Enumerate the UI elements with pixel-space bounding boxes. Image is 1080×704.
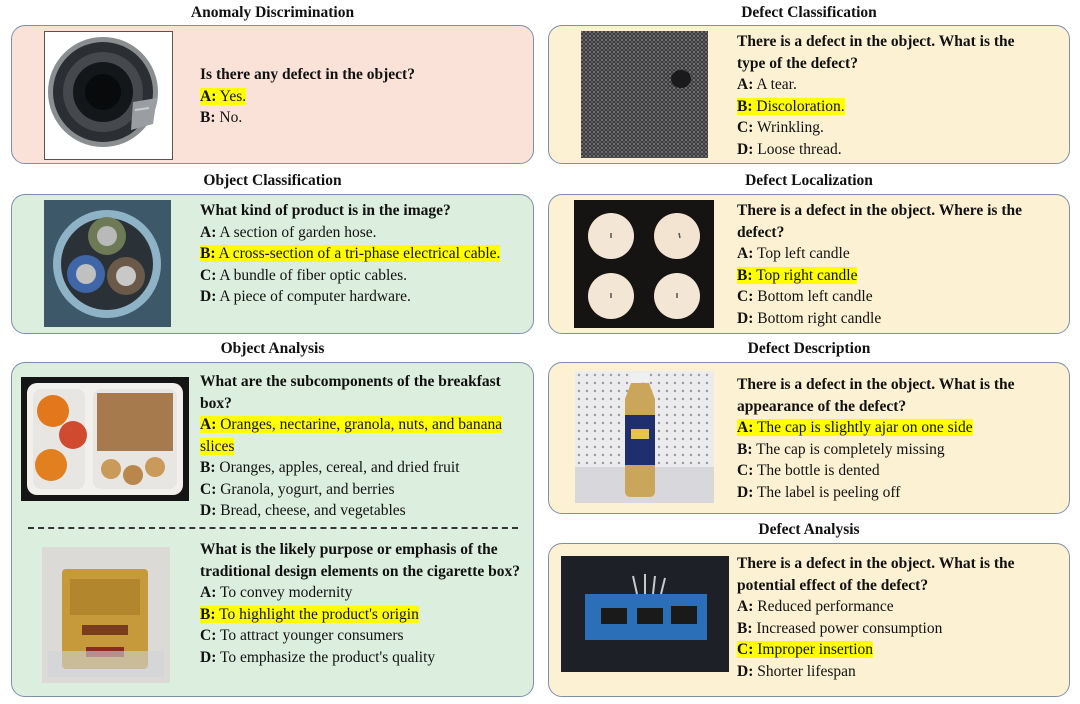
panel-anomaly-discrimination xyxy=(11,25,534,164)
qa-defect-localization xyxy=(737,200,1047,329)
cigarette-box-image xyxy=(42,547,170,683)
option-b: B: The cap is completely missing xyxy=(737,440,945,458)
option-c: C: To attract younger consumers xyxy=(200,627,404,644)
option-a: A: The cap is slightly ajar on one side xyxy=(737,419,973,436)
option-d: D: A piece of computer hardware. xyxy=(200,288,411,305)
option-a: A: A tear. xyxy=(737,76,797,93)
bottle-image xyxy=(575,371,714,503)
option-c: C: A bundle of fiber optic cables. xyxy=(200,266,408,284)
option-c: C: Wrinkling. xyxy=(737,119,824,136)
option-d: D: To emphasize the product's quality xyxy=(200,648,436,666)
section-title-defect-localization: Defect Localization xyxy=(745,172,873,189)
option-a: A: To convey modernity xyxy=(200,584,353,601)
panel-object-analysis xyxy=(11,362,534,697)
option-d: D: Shorter lifespan xyxy=(737,662,856,680)
option-b: B: Discoloration. xyxy=(737,97,845,115)
sensor-board-image xyxy=(561,556,729,672)
question-text: What kind of product is in the image? xyxy=(200,202,451,219)
divider xyxy=(28,527,518,529)
question-text: There is a defect in the object. Where is the defect? xyxy=(737,202,1022,241)
panel-defect-description xyxy=(548,362,1070,514)
candles-image xyxy=(574,200,714,328)
option-c: C: The bottle is dented xyxy=(737,462,880,479)
qa-object-analysis-2 xyxy=(200,539,524,668)
breakfast-box-image xyxy=(21,377,189,501)
qa-object-analysis-1 xyxy=(200,371,518,522)
option-d: D: Bread, cheese, and vegetables xyxy=(200,502,406,519)
option-d: D: The label is peeling off xyxy=(737,483,901,501)
qa-defect-classification xyxy=(737,31,1037,160)
panel-defect-classification xyxy=(548,25,1070,164)
option-d: D: Loose thread. xyxy=(737,140,842,158)
carpet-texture-image xyxy=(581,31,708,158)
qa-defect-analysis xyxy=(737,553,1067,682)
section-title-anomaly-discrimination: Anomaly Discrimination xyxy=(190,4,355,21)
question-text: What are the subcomponents of the breakfast box? xyxy=(200,373,501,412)
section-title-object-analysis: Object Analysis xyxy=(220,340,325,357)
option-a: A: A section of garden hose. xyxy=(200,223,377,241)
question-text: There is a defect in the object. What is the appearance of the defect? xyxy=(737,376,1015,415)
option-c: C: Bottom left candle xyxy=(737,288,873,305)
option-a: A: Oranges, nectarine, granola, nuts, and banana slices xyxy=(200,416,503,455)
qa-object-classification xyxy=(200,200,518,308)
option-a: A: Reduced performance xyxy=(737,598,894,615)
section-title-defect-classification: Defect Classification xyxy=(741,4,877,21)
section-title-object-classification: Object Classification xyxy=(203,172,342,189)
option-d: D: Bottom right candle xyxy=(737,309,882,327)
option-b: B: No. xyxy=(200,109,243,126)
option-b: B: Oranges, apples, cereal, and dried fruit xyxy=(200,459,460,476)
section-title-defect-description: Defect Description xyxy=(747,340,871,357)
option-b: B: Top right candle xyxy=(737,266,858,284)
section-title-defect-analysis: Defect Analysis xyxy=(758,521,860,538)
question-text: What is the likely purpose or emphasis of the traditional design elements on the cigarette box? xyxy=(200,541,521,580)
option-c: C: Improper insertion xyxy=(737,641,874,658)
panel-defect-analysis xyxy=(548,543,1070,697)
option-a: A: Yes. xyxy=(200,87,247,105)
option-c: C: Granola, yogurt, and berries xyxy=(200,480,395,498)
panel-object-classification xyxy=(11,194,534,334)
panel-defect-localization xyxy=(548,194,1070,334)
option-b: B: To highlight the product's origin xyxy=(200,605,419,623)
qa-defect-description xyxy=(737,374,1047,503)
qa-anomaly xyxy=(200,64,520,129)
bottle-top-image xyxy=(44,31,173,160)
cable-cross-section-image xyxy=(44,200,171,327)
option-b: B: A cross-section of a tri-phase electrical cable. xyxy=(200,245,501,262)
question-text: Is there any defect in the object? xyxy=(200,66,415,83)
option-a: A: Top left candle xyxy=(737,245,850,262)
option-b: B: Increased power consumption xyxy=(737,619,943,637)
question-text: There is a defect in the object. What is the type of the defect? xyxy=(737,33,1015,72)
question-text: There is a defect in the object. What is the potential effect of the defect? xyxy=(737,555,1015,594)
